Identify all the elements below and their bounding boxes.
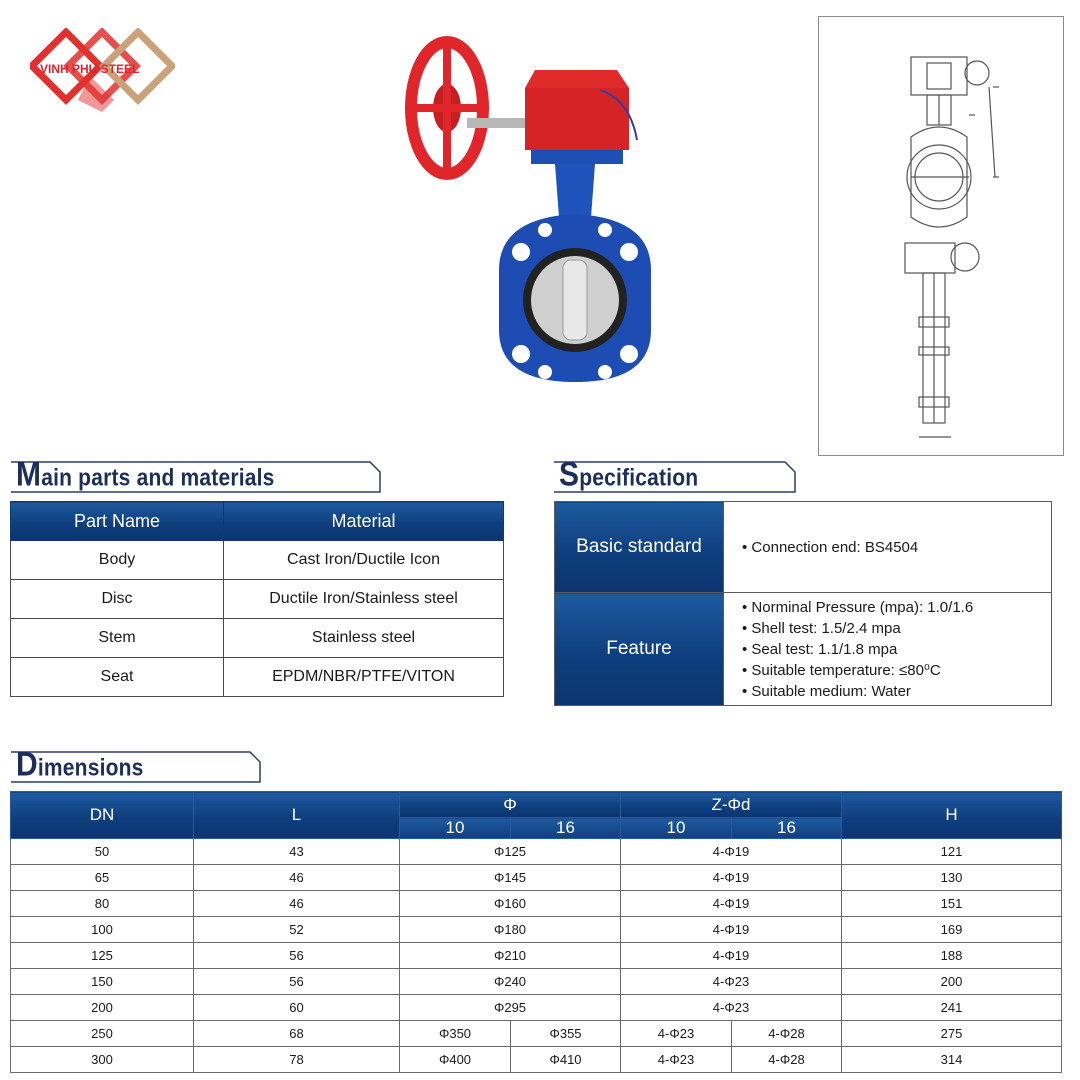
col-l: L (194, 792, 400, 839)
parts-table (10, 501, 504, 697)
cell-h: 151 (842, 891, 1062, 917)
cell-phi: Φ145 (400, 865, 621, 891)
table-row (11, 891, 1062, 917)
cell-l: 78 (194, 1047, 400, 1073)
cell-z: 4-Φ19 (621, 917, 842, 943)
cell-z: 4-Φ19 (621, 839, 842, 865)
col-z-10: 10 (621, 818, 732, 839)
dimensions-table (10, 791, 1062, 1073)
cell-z: 4-Φ19 (621, 891, 842, 917)
table-row (11, 969, 1062, 995)
list-item: • Shell test: 1.5/2.4 mpa (742, 619, 901, 637)
cell-dn: 125 (11, 943, 194, 969)
table-row (11, 839, 1062, 865)
spec-heading-text: pecification (579, 464, 699, 492)
col-z-16: 16 (732, 818, 842, 839)
spec-heading-initial: S (559, 455, 580, 494)
parts-heading (10, 455, 382, 494)
dims-header-row-1 (11, 792, 1062, 818)
table-row (11, 943, 1062, 969)
part-name: Seat (11, 658, 224, 697)
table-row (11, 1047, 1062, 1073)
cell-dn: 80 (11, 891, 194, 917)
cell-phi: Φ210 (400, 943, 621, 969)
col-phi-16: 16 (511, 818, 621, 839)
cell-phi: Φ240 (400, 969, 621, 995)
cell-z: 4-Φ19 (621, 865, 842, 891)
parts-header-row (11, 502, 504, 541)
table-row (11, 541, 504, 580)
cell-h: 275 (842, 1021, 1062, 1047)
technical-drawing-panel (818, 16, 1064, 456)
col-phi-10: 10 (400, 818, 511, 839)
basic-standard-value (724, 502, 1052, 593)
cell-h: 188 (842, 943, 1062, 969)
table-row (11, 580, 504, 619)
table-row (11, 619, 504, 658)
cell-phi: Φ180 (400, 917, 621, 943)
cell-h: 314 (842, 1047, 1062, 1073)
parts-col-name: Part Name (11, 502, 224, 541)
list-item: • Norminal Pressure (mpa): 1.0/1.6 (742, 598, 974, 616)
col-phi: Φ (400, 792, 621, 818)
product-image (405, 30, 665, 390)
part-material: Cast Iron/Ductile Icon (224, 541, 504, 580)
cell-z-16: 4-Φ28 (732, 1021, 842, 1047)
cell-dn: 250 (11, 1021, 194, 1047)
cell-l: 46 (194, 865, 400, 891)
logo-text: VINH PHU STEEL (40, 62, 140, 76)
cell-phi-10: Φ400 (400, 1047, 511, 1073)
parts-heading-text: ain parts and materials (41, 464, 275, 492)
cell-h: 169 (842, 917, 1062, 943)
cell-dn: 50 (11, 839, 194, 865)
cell-dn: 100 (11, 917, 194, 943)
cell-phi: Φ125 (400, 839, 621, 865)
spec-table (554, 501, 1052, 706)
parts-col-material: Material (224, 502, 504, 541)
cell-dn: 200 (11, 995, 194, 1021)
parts-heading-initial: M (16, 455, 42, 494)
cell-z-10: 4-Φ23 (621, 1047, 732, 1073)
dims-heading-initial: D (16, 745, 38, 784)
list-item: • Connection end: BS4504 (742, 538, 919, 556)
part-name: Disc (11, 580, 224, 619)
cell-l: 56 (194, 943, 400, 969)
cell-z: 4-Φ23 (621, 969, 842, 995)
part-material: Stainless steel (224, 619, 504, 658)
dims-heading (10, 745, 262, 784)
valve-drawing-icon (819, 17, 1062, 454)
cell-phi-10: Φ350 (400, 1021, 511, 1047)
cell-phi: Φ295 (400, 995, 621, 1021)
table-row (11, 1021, 1062, 1047)
cell-phi: Φ160 (400, 891, 621, 917)
cell-l: 52 (194, 917, 400, 943)
list-item: • Seal test: 1.1/1.8 mpa (742, 640, 898, 658)
part-material: EPDM/NBR/PTFE/VITON (224, 658, 504, 697)
cell-dn: 150 (11, 969, 194, 995)
cell-z: 4-Φ23 (621, 995, 842, 1021)
cell-dn: 65 (11, 865, 194, 891)
feature-label: Feature (555, 593, 724, 706)
cell-l: 46 (194, 891, 400, 917)
col-dn: DN (11, 792, 194, 839)
cell-z-10: 4-Φ23 (621, 1021, 732, 1047)
dims-heading-text: imensions (37, 754, 144, 782)
list-item: • Suitable medium: Water (742, 682, 911, 700)
table-row (11, 865, 1062, 891)
cell-z: 4-Φ19 (621, 943, 842, 969)
cell-phi-16: Φ355 (511, 1021, 621, 1047)
table-row (11, 917, 1062, 943)
part-material: Ductile Iron/Stainless steel (224, 580, 504, 619)
cell-h: 241 (842, 995, 1062, 1021)
cell-l: 68 (194, 1021, 400, 1047)
spec-row-feature (555, 593, 1052, 706)
cell-h: 200 (842, 969, 1062, 995)
spec-row-basic (555, 502, 1052, 593)
butterfly-valve-icon (405, 30, 665, 390)
cell-l: 43 (194, 839, 400, 865)
cell-l: 56 (194, 969, 400, 995)
cell-h: 130 (842, 865, 1062, 891)
part-name: Stem (11, 619, 224, 658)
cell-l: 60 (194, 995, 400, 1021)
part-name: Body (11, 541, 224, 580)
col-z-phi: Z-Φd (621, 792, 842, 818)
col-h: H (842, 792, 1062, 839)
cell-phi-16: Φ410 (511, 1047, 621, 1073)
table-row (11, 995, 1062, 1021)
spec-heading (553, 455, 798, 494)
brand-logo (30, 28, 175, 113)
cell-z-16: 4-Φ28 (732, 1047, 842, 1073)
list-item: • Suitable temperature: ≤80⁰C (742, 661, 941, 679)
feature-value (724, 593, 1052, 706)
cell-h: 121 (842, 839, 1062, 865)
table-row (11, 658, 504, 697)
basic-standard-label: Basic standard (555, 502, 724, 593)
cell-dn: 300 (11, 1047, 194, 1073)
